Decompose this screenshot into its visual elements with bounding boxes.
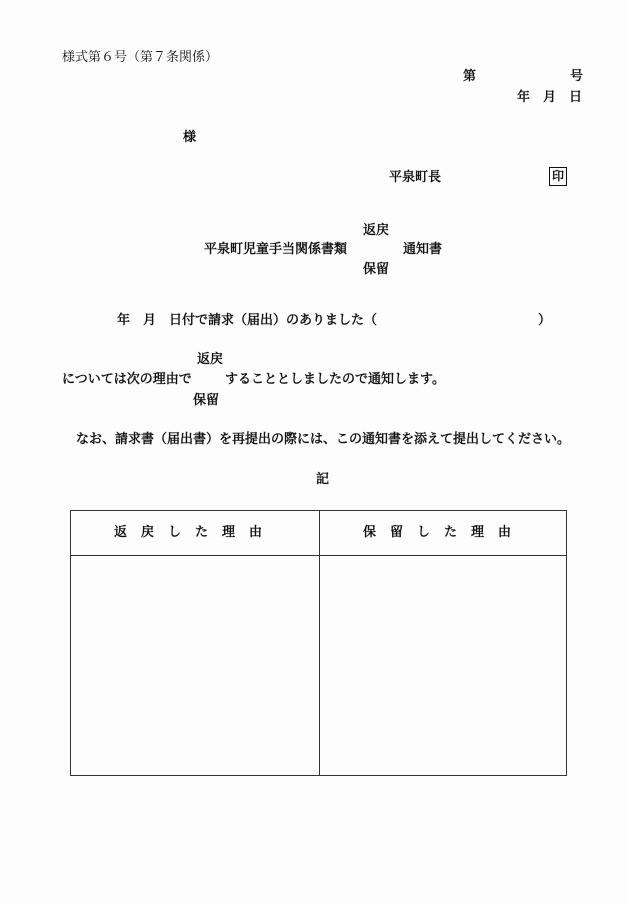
title-hold-option: 保留: [363, 262, 390, 277]
body-return-option: 返戻: [197, 352, 224, 367]
body-hold-option: 保留: [193, 393, 220, 408]
header-return-reason: 返戻した理由: [113, 525, 276, 540]
record-mark: 記: [316, 472, 330, 487]
resubmission-note: なお、請求書（届出書）を再提出の際には、この通知書を添えて提出してください。: [76, 432, 571, 447]
reason-suffix: することとしましたので通知します。: [225, 372, 445, 387]
title-suffix: 通知書: [403, 242, 443, 257]
request-line: 年 月 日付で請求（届出）のありました（: [117, 313, 378, 328]
page-title: 平泉町児童手当関係書類: [204, 242, 348, 257]
reason-prefix: については次の理由で: [62, 372, 192, 387]
number-suffix: 号: [570, 69, 584, 84]
date-line: 年 月 日: [517, 90, 583, 105]
reasons-table: [70, 510, 567, 776]
cell-return-reason: [71, 556, 318, 775]
header-hold-reason: 保留した理由: [362, 525, 525, 540]
request-line-close: ）: [538, 313, 552, 328]
seal-mark: 印: [549, 167, 567, 186]
issuer-name: 平泉町長: [389, 170, 442, 185]
cell-hold-reason: [320, 556, 567, 775]
number-prefix: 第: [463, 69, 477, 84]
addressee-suffix: 様: [183, 130, 197, 145]
form-label: 様式第６号（第７条関係）: [62, 50, 219, 65]
title-return-option: 返戻: [363, 223, 390, 238]
